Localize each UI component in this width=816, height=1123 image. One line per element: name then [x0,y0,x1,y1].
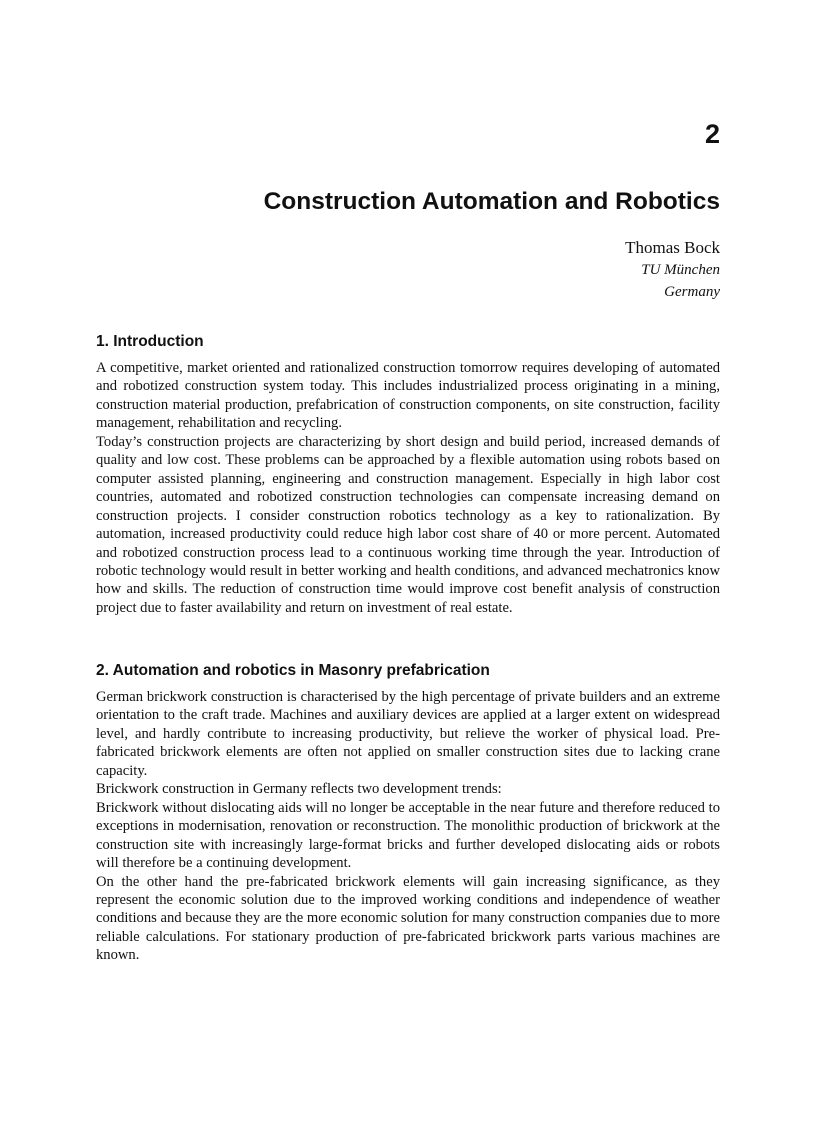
paragraph: On the other hand the pre-fabricated brickwork elements will gain increasing significance, as they represent the economic solution due to the improved working conditions and independence of weather conditions and because they are the more economic solution for many construction companies due to more reliable calculations. For stationary production of pre-fabricated brickwork parts various machines are known. [96,873,720,964]
author-institution: TU München [641,262,720,278]
section-masonry-prefabrication [96,660,720,965]
chapter-title: Construction Automation and Robotics [263,188,720,215]
author-block [625,237,720,303]
author-country: Germany [664,284,720,300]
author-name: Thomas Bock [625,238,720,257]
paragraph: A competitive, market oriented and rationalized construction tomorrow requires developing of automated and robotized construction system today. This includes industrialized process originating in a mining, construction material production, prefabrication of construction components, on site construction, facility management, rehabilitation and recycling. [96,360,720,432]
paragraph: Brickwork construction in Germany reflects two development trends: [96,781,502,798]
paragraph: Brickwork without dislocating aids will no longer be acceptable in the near future and therefore reduced to exceptions in modernisation, renovation or reconstruction. The monolithic production of brickwork at the construction site with increasingly large-format bricks and further developed dislocating aids or robots will therefore be a continuing development. [96,799,720,872]
paragraph: Today’s construction projects are characterizing by short design and build period, increased demands of quality and low cost. These problems can be approached by a flexible automation using robots based on computer assisted planning, engineering and construction management. Especially in high labor cost countries, automated and robotized construction technologies can compensate increasing demand on construction projects. I consider construction robotics technology as a key to rationalization. By automation, increased productivity could reduce high labor cost share of 40 or more percent. Automated and robotized construction process lead to a continuous working time through the year. Introduction of robotic technology would result in better working and health conditions, and advanced mechatronics know how and skills. The reduction of construction time would improve cost benefit analysis of construction project due to faster availability and return on investment of real estate. [96,433,720,616]
section-heading: 2. Automation and robotics in Masonry prefabrication [96,662,490,679]
chapter-number: 2 [704,119,720,149]
section-heading: 1. Introduction [96,333,204,350]
section-introduction [96,331,720,617]
paragraph: German brickwork construction is characterised by the high percentage of private builders and an extreme orientation to the craft trade. Machines and auxiliary devices are applied at a larger extent on widespread level, and hardly contribute to increasing productivity, but relieve the worker of physical load. Pre-fabricated brickwork elements are often not applied on smaller construction sites due to lacking crane capacity. [96,689,720,779]
